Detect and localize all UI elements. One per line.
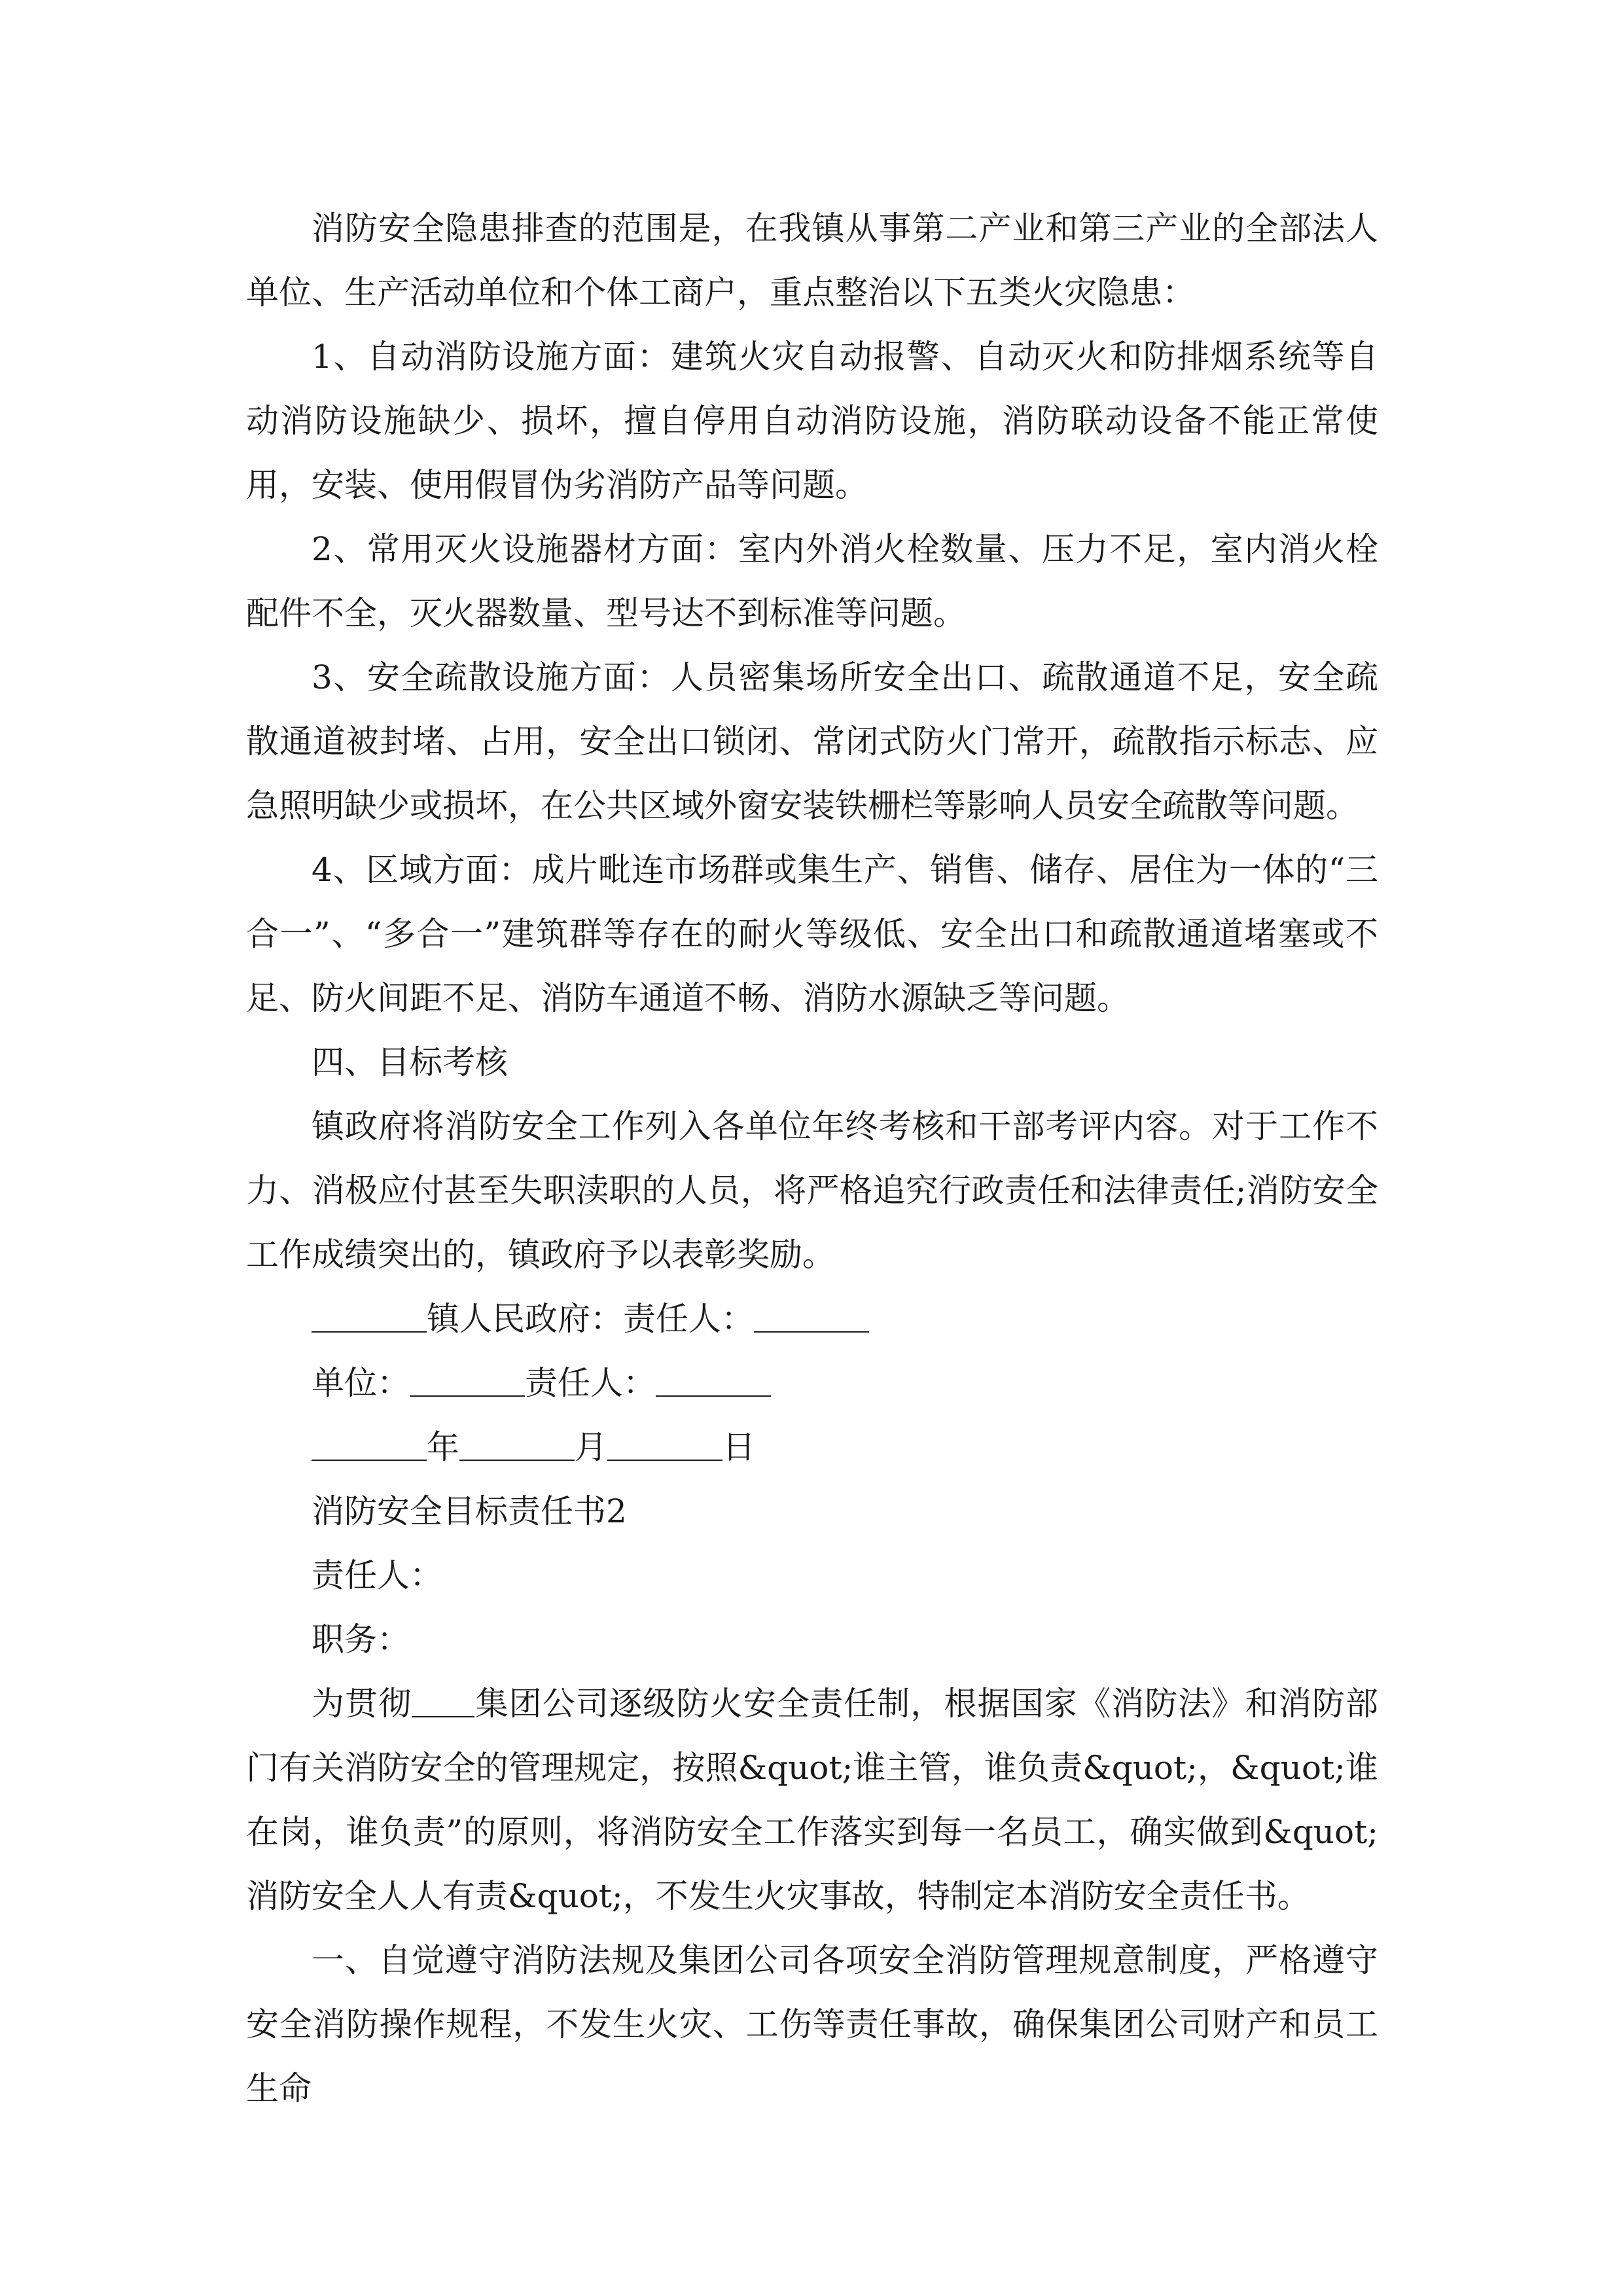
blank-line <box>607 1420 722 1461</box>
paragraph-item-1: 1、自动消防设施方面：建筑火灾自动报警、自动灭火和防排烟系统等自动消防设施缺少、损坏，擅自停用自动消防设施，消防联动设备不能正常使用，安装、使用假冒伪劣消防产品等问题。 <box>246 338 1378 504</box>
document-2-person: 责任人： <box>312 1556 442 1594</box>
responsible-label: 责任人： <box>525 1364 656 1402</box>
signature-line-unit <box>246 1351 1378 1415</box>
month-label: 月 <box>575 1428 607 1466</box>
section-heading-target-assessment: 四、目标考核 <box>312 1043 508 1081</box>
paragraph-assessment: 镇政府将消防安全工作列入各单位年终考核和干部考评内容。对于工作不力、消极应付甚至失职渎职的人员，将严格追究行政责任和法律责任;消防安全工作成绩突出的，镇政府予以表彰奖励。 <box>246 1107 1378 1274</box>
blank-line <box>754 1292 869 1333</box>
document-2-item-1: 一、自觉遵守消防法规及集团公司各项安全消防管理规意制度，严格遵守安全消防操作规程，不发生火灾、工伤等责任事故，确保集团公司财产和员工生命 <box>246 1941 1378 2108</box>
paragraph-item-4: 4、区域方面：成片毗连市场群或集生产、销售、储存、居住为一体的“三合一”、“多合一”建筑群等存在的耐火等级低、安全出口和疏散通道堵塞或不足、防火间距不足、消防车通道不畅、消防水源缺乏等问题。 <box>246 851 1378 1017</box>
document-2-intro <box>246 1672 1378 1928</box>
intro-prefix: 为贯彻 <box>312 1685 412 1723</box>
blank-line <box>656 1356 771 1397</box>
signature-line-date <box>246 1415 1378 1479</box>
paragraph-scope: 消防安全隐患排查的范围是，在我镇从事第二产业和第三产业的全部法人单位、生产活动单位和个体工商户，重点整治以下五类火灾隐患： <box>246 209 1378 312</box>
unit-label: 单位： <box>312 1364 410 1402</box>
blank-line <box>312 1292 427 1333</box>
document-body <box>246 196 1378 2121</box>
document-2-position: 职务： <box>312 1621 410 1659</box>
blank-line <box>412 1677 474 1717</box>
government-label: 镇人民政府：责任人： <box>427 1300 754 1338</box>
year-label: 年 <box>427 1428 459 1466</box>
blank-line <box>459 1420 575 1461</box>
day-label: 日 <box>722 1428 755 1466</box>
document-2-title: 消防安全目标责任书2 <box>312 1492 627 1530</box>
blank-line <box>312 1420 427 1461</box>
signature-line-government <box>246 1287 1378 1351</box>
blank-line <box>410 1356 525 1397</box>
intro-rest: 集团公司逐级防火安全责任制，根据国家《消防法》和消防部门有关消防安全的管理规定，按照&quot;谁主管，谁负责&quot;，&quot;谁在岗，谁负责”的原则，将消防安全工作落实到每一名员工，确实做到&quot;消防安全人人有责&quot;，不发生火灾事故，特制定本消防安全责任书。 <box>246 1685 1379 1915</box>
paragraph-item-3: 3、安全疏散设施方面：人员密集场所安全出口、疏散通道不足，安全疏散通道被封堵、占用，安全出口锁闭、常闭式防火门常开，疏散指示标志、应急照明缺少或损坏，在公共区域外窗安装铁栅栏等影响人员安全疏散等问题。 <box>246 658 1378 825</box>
paragraph-item-2: 2、常用灭火设施器材方面：室内外消火栓数量、压力不足，室内消火栓配件不全，灭火器数量、型号达不到标准等问题。 <box>246 530 1378 632</box>
